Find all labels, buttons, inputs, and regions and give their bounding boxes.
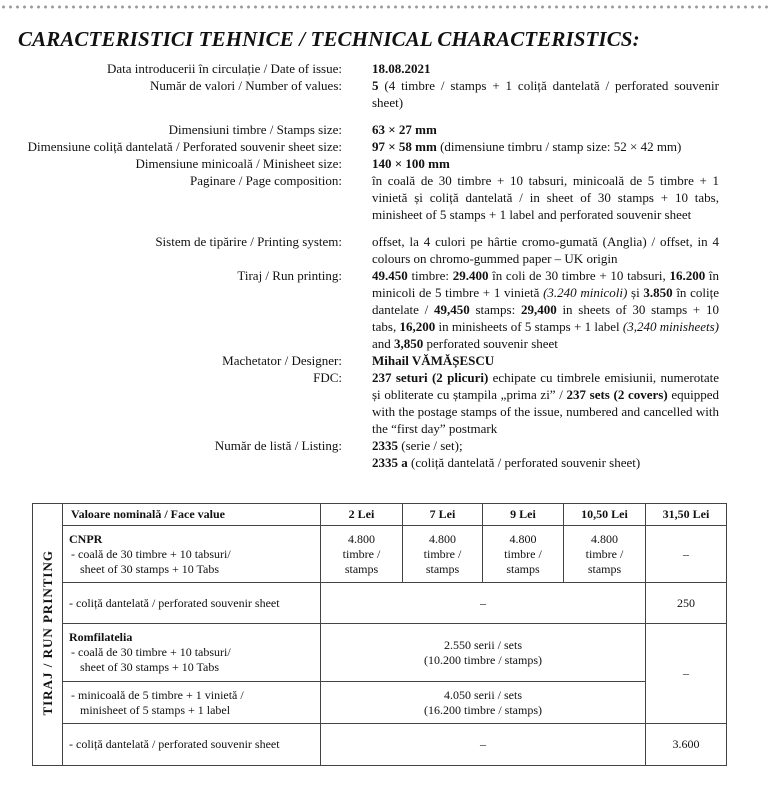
spec-sheet-size: Dimensiune coliță dantelată / Perforated souvenir sheet size: 97 × 58 mm (dimensiune timbru / stamp size: 52 × 42 mm): [27, 139, 682, 154]
spec-values: Număr de valori / Number of values: 5 (4 timbre / stamps + 1 coliță dantelată / perforated souvenir sheet): [149, 78, 719, 110]
dotted-divider: [0, 5, 771, 9]
spec-listing: Număr de listă / Listing: 2335 (serie / set); 2335 a (coliță dantelată / perforated souvenir sheet): [214, 438, 641, 470]
spec-printing-system: Sistem de tipărire / Printing system: offset, la 4 culori pe hârtie cromo-gumată (Anglia) / offset, in 4 colours on chromo-gummed paper – UK origin: [155, 234, 719, 266]
spec-stamp-size: Dimensiuni timbre / Stamps size: 63 × 27 mm: [168, 122, 437, 137]
header-31-50-lei: 31,50 Lei: [646, 504, 727, 526]
table-row-romfilatelia-minisheet: - minicoală de 5 timbre + 1 vinietă / minisheet of 5 stamps + 1 label 4.050 serii / sets (16.200 timbre / stamps): [33, 682, 727, 724]
table-row-romfilatelia-sheet: - coliță dantelată / perforated souvenir sheet – 3.600: [33, 724, 727, 766]
spec-run-printing: Tiraj / Run printing: 49.450 timbre: 29.400 în coli de 30 timbre + 10 tabsuri, 16.200 în minicoli de 5 timbre + 1 vinietă (3.240 minicoli) și 3.850 în colițe dantelate / 49,450 stamps: 29,400 in sheets of 30 stamps + 10 tabs, 16,200 in minisheets of 5 stamps + 1 label (3,240 minisheets) and 3,850 perforated souvenir sheet: [237, 268, 719, 351]
spec-fdc: FDC: 237 seturi (2 plicuri) echipate cu timbrele emisiunii, numerotate și obliterate cu ștampila „prima zi” / 237 sets (2 covers) equipped with the postage stamps of the issue, numbered and cancelled with the “first day” postmark: [313, 370, 719, 436]
header-9-lei: 9 Lei: [483, 504, 564, 526]
page-title: CARACTERISTICI TEHNICE / TECHNICAL CHARACTERISTICS:: [18, 27, 640, 51]
spec-page-composition: Paginare / Page composition: în coală de 30 timbre + 10 tabsuri, minicoală de 5 timbre + 1 vinietă și coliță dantelată / in sheet of 30 stamps + 10 tabs, minisheet of 5 stamps + 1 label and perforated souvenir sheet: [189, 173, 719, 222]
spec-designer: Machetator / Designer: Mihail VĂMĂȘESCU: [222, 353, 495, 368]
table-row-cnpr: CNPR - coală de 30 timbre + 10 tabsuri/ sheet of 30 stamps + 10 Tabs 4.800 timbre / stamps 4.800 timbre / stamps 4.800 timbre / stamps 4.800 timbre / stamps –: [33, 526, 727, 583]
spec-date: Data introducerii în circulație / Date of issue: 18.08.2021: [107, 61, 431, 76]
header-face-value: Valoare nominală / Face value: [63, 504, 321, 526]
spec-minisheet-size: Dimensiune minicoală / Minisheet size: 140 × 100 mm: [135, 156, 450, 171]
side-label-cell: TIRAJ / RUN PRINTING: [33, 504, 63, 766]
header-10-50-lei: 10,50 Lei: [564, 504, 646, 526]
header-7-lei: 7 Lei: [403, 504, 483, 526]
run-printing-table: [32, 503, 727, 766]
table-row-romfilatelia: Romfilatelia - coală de 30 timbre + 10 tabsuri/ sheet of 30 stamps + 10 Tabs 2.550 serii / sets (10.200 timbre / stamps) –: [33, 624, 727, 682]
table-header-row: [33, 504, 727, 526]
header-2-lei: 2 Lei: [321, 504, 403, 526]
spec-list: [0, 60, 771, 471]
table-row-cnpr-sheet: - coliță dantelată / perforated souvenir sheet – 250: [33, 583, 727, 624]
